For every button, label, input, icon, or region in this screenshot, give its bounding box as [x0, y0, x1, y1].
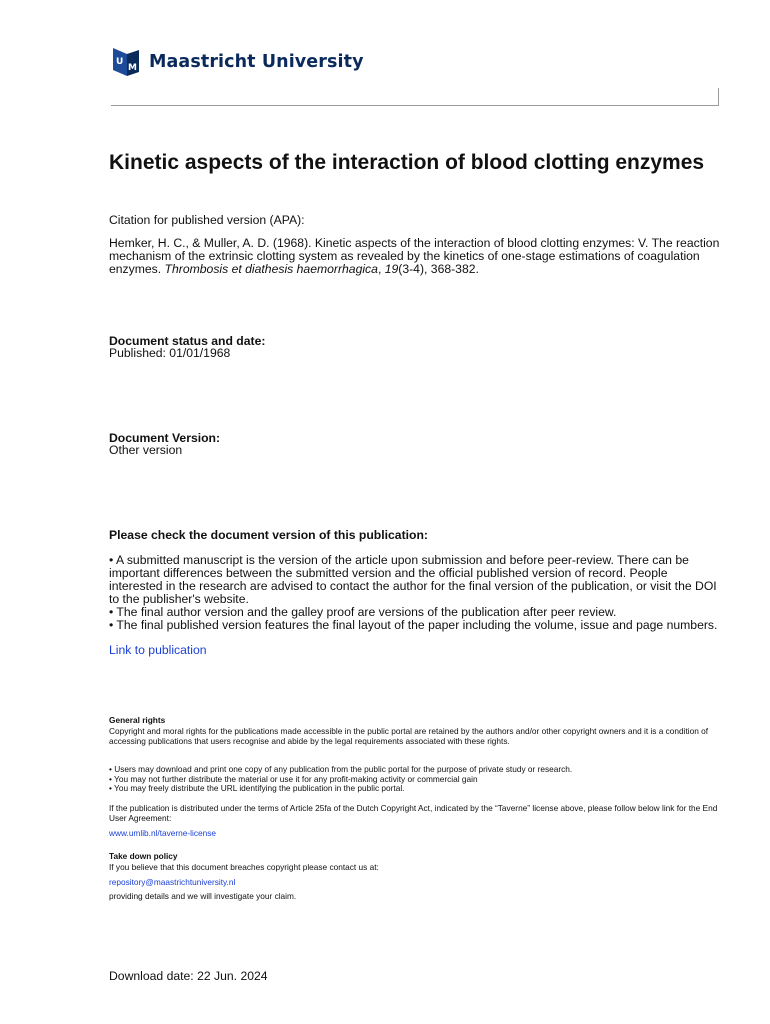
download-date: Download date: 22 Jun. 2024	[109, 969, 268, 983]
general-rights-heading: General rights	[109, 715, 166, 725]
logo-letter-m: M	[128, 63, 137, 73]
rights-bullet: • You may freely distribute the URL identifying the publication in the public portal.	[109, 783, 405, 793]
version-heading: Document Version:	[109, 431, 221, 445]
citation-pages: (3-4), 368-382.	[398, 262, 479, 276]
general-rights-body: Copyright and moral rights for the publications made accessible in the public portal are retained by the authors and/or other copyright owners and it is a condition of accessing publications that users recognise and abide by the legal requirements associated with these rights.	[109, 726, 709, 746]
citation-volume: 19	[384, 262, 399, 276]
takedown-body: If you believe that this document breaches copyright please contact us at:	[109, 862, 379, 872]
status-heading: Document status and date:	[109, 334, 266, 348]
takedown-tail: providing details and we will investigate your claim.	[109, 891, 297, 901]
takedown-heading: Take down policy	[109, 851, 178, 861]
check-version-list	[109, 554, 724, 632]
rights-bullet: • You may not further distribute the material or use it for any profit-making activity or commercial gain	[109, 773, 478, 784]
document-title: Kinetic aspects of the interaction of blood clotting enzymes	[109, 151, 705, 174]
header-divider-tick	[718, 88, 719, 106]
status-value: Published: 01/01/1968	[109, 346, 231, 360]
taverne-license-link[interactable]: www.umlib.nl/taverne-license	[109, 828, 216, 838]
link-to-publication[interactable]: Link to publication	[109, 643, 207, 657]
logo-letter-u: U	[116, 57, 124, 67]
header-divider	[111, 105, 719, 106]
citation-main: Hemker, H. C., & Muller, A. D. (1968). Kinetic aspects of the interaction of blood clotting enzymes: V. The reaction mechanism of the extrinsic clotting system as revealed by the kinetics of one-stage estimations of coagulation enzymes.	[109, 236, 720, 276]
university-logo	[111, 46, 364, 78]
citation-label: Citation for published version (APA):	[109, 213, 305, 227]
university-name: Maastricht University	[149, 52, 364, 72]
citation-sep: ,	[377, 262, 385, 276]
taverne-notice: If the publication is distributed under the terms of Article 25fa of the Dutch Copyright Act, indicated by the “Taverne” license above, please follow below link for the End User Agreement:	[109, 803, 718, 823]
university-logo-icon	[111, 46, 141, 78]
check-item-published-version: • The final published version features the final layout of the paper including the volume, issue and page numbers.	[109, 618, 718, 632]
version-value: Other version	[109, 443, 183, 457]
check-version-heading: Please check the document version of this publication:	[109, 528, 428, 542]
citation-text	[109, 237, 724, 276]
rights-bullet: • Users may download and print one copy of any publication from the public portal for the purpose of private study or research.	[109, 764, 573, 774]
takedown-email-link[interactable]: repository@maastrichtuniversity.nl	[109, 877, 236, 887]
citation-journal: Thrombosis et diathesis haemorrhagica	[164, 262, 378, 276]
check-item-submitted: • A submitted manuscript is the version of the article upon submission and before peer-review. There can be important differences between the submitted version and the official published version of record. People interested in the research are advised to contact the author for the final version of the publication, or visit the DOI to the publisher's website.	[109, 553, 717, 606]
rights-bullets	[109, 765, 721, 794]
check-item-author-version: • The final author version and the galley proof are versions of the publication after peer review.	[109, 605, 617, 619]
